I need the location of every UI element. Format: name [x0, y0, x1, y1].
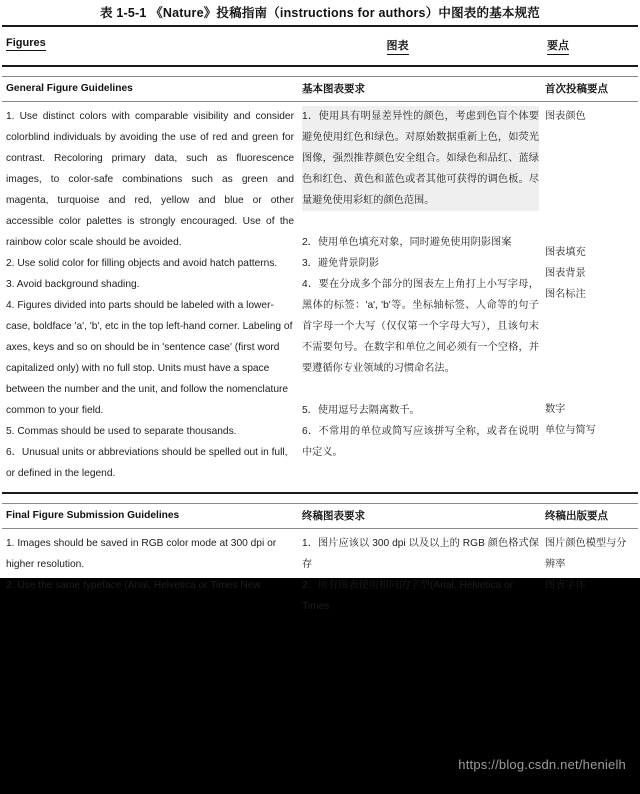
section2-right-column — [545, 533, 634, 596]
section1-left-column — [6, 106, 302, 484]
guideline-item: 1. Images should be saved in RGB color mode at 300 dpi or higher resolution. — [6, 538, 277, 570]
table-title: 表 1-5-1 《Nature》投稿指南（instructions for authors）中图表的基本规范 — [100, 6, 540, 20]
section2-left-column — [6, 533, 302, 596]
keypoint-item: 图名标注 — [545, 289, 586, 300]
section-body-general — [0, 102, 640, 487]
column-header-figures — [6, 37, 302, 51]
keypoint-item: 图片颜色模型与分辨率 — [545, 538, 627, 570]
column-header-tubiao-label: 图表 — [387, 37, 409, 55]
guideline-item-cn: 2．使用单色填充对象，同时避免使用阴影图案 — [302, 237, 512, 248]
section-header-general-left: General Figure Guidelines — [6, 83, 133, 94]
section-header-final-left: Final Figure Submission Guidelines — [6, 510, 180, 521]
guideline-item: 1. Use distinct colors with comparable visibility and consider colorblind individuals by avoiding the use of red and green for contrast. Recoloring primary data, such as fluorescence images, to color-safe combinations such as green and magenta, turquoise and red, yellow and blue or other accessible color palettes is strongly encouraged. Use of the rainbow color scale should be avoided. — [6, 111, 294, 248]
guideline-item-cn: 1．图片应该以 300 dpi 以及以上的 RGB 颜色格式保存 — [302, 538, 539, 570]
guideline-item: 4. Figures divided into parts should be labeled with a lower-case, boldface 'a', 'b', etc in the top left-hand corner. Labeling of axes, keys and so on should be in 'sentence case' (first word capitalized only) with no full stop. Units must have a space between the number and the unit, and follow the nomenclature common to your field. — [6, 300, 293, 416]
guideline-item-cn: 3．避免背景阴影 — [302, 258, 379, 269]
section1-middle-column — [302, 106, 545, 463]
guideline-item: 2. Use solid color for filling objects and avoid hatch patterns. — [6, 258, 278, 269]
column-header-figures-label: Figures — [6, 37, 46, 49]
guideline-item: 2. Use the same typeface (Arial, Helvetica or Times New — [6, 580, 261, 591]
guideline-item: 5. Commas should be used to separate thousands. — [6, 426, 237, 437]
guideline-item-cn: 5．使用逗号去隔离数千。 — [302, 405, 420, 416]
keypoint-item: 图表背景 — [545, 268, 586, 279]
section2-middle-column — [302, 533, 545, 617]
column-header-yaodian-label: 要点 — [547, 37, 569, 55]
column-header-row — [0, 27, 640, 65]
column-header-yaodian — [545, 37, 634, 55]
guideline-item: 6．Unusual units or abbreviations should be spelled out in full, or defined in the legend. — [6, 447, 288, 479]
section1-right-column — [545, 106, 634, 441]
keypoint-item: 数字 — [545, 404, 566, 415]
section-header-general-right: 首次投稿要点 — [545, 83, 608, 95]
guideline-item-cn: 4．要在分成多个部分的图表左上角打上小写字母，黑体的标签：'a', 'b'等。坐标轴标签、人命等的句子首字母一个大写（仅仅第一个字母大写），且该句末不需要句号。在数字和单位之间必须有一个空格，并要遵循你专业领域的习惯命名法。 — [302, 279, 539, 374]
guideline-item-cn: 2．所有图表使用相同的字型(Arial, Helvetica or Times — [302, 580, 514, 612]
keypoint-item: 图表填充 — [545, 247, 586, 258]
guideline-item-cn: 1．使用具有明显差异性的颜色，考虑到色盲个体要避免使用红色和绿色。对原始数据重新上色，如荧光图像，强烈推荐颜色安全组合。如绿色和品红、蓝绿色和红色、黄色和蓝色或者其他可获得的调色板。尽量避免使用彩虹的颜色范围。 — [302, 106, 539, 211]
keypoint-item: 单位与简写 — [545, 425, 596, 436]
section-header-final-middle: 终稿图表要求 — [302, 510, 365, 522]
keypoint-item: 图表字体 — [545, 580, 586, 591]
watermark-url: https://blog.csdn.net/henielh — [458, 757, 626, 772]
section-header-general-middle: 基本图表要求 — [302, 83, 365, 95]
guideline-item: 3. Avoid background shading. — [6, 279, 140, 290]
keypoint-item: 图表颜色 — [545, 111, 586, 122]
section-header-row-final — [0, 504, 640, 528]
section-header-row-general — [0, 77, 640, 101]
section-header-final-right: 终稿出版要点 — [545, 510, 608, 522]
guideline-item-cn: 6．不常用的单位或简写应该拼写全称，或者在说明中定义。 — [302, 426, 539, 458]
column-header-tubiao — [302, 37, 545, 55]
section-body-final — [0, 529, 640, 620]
